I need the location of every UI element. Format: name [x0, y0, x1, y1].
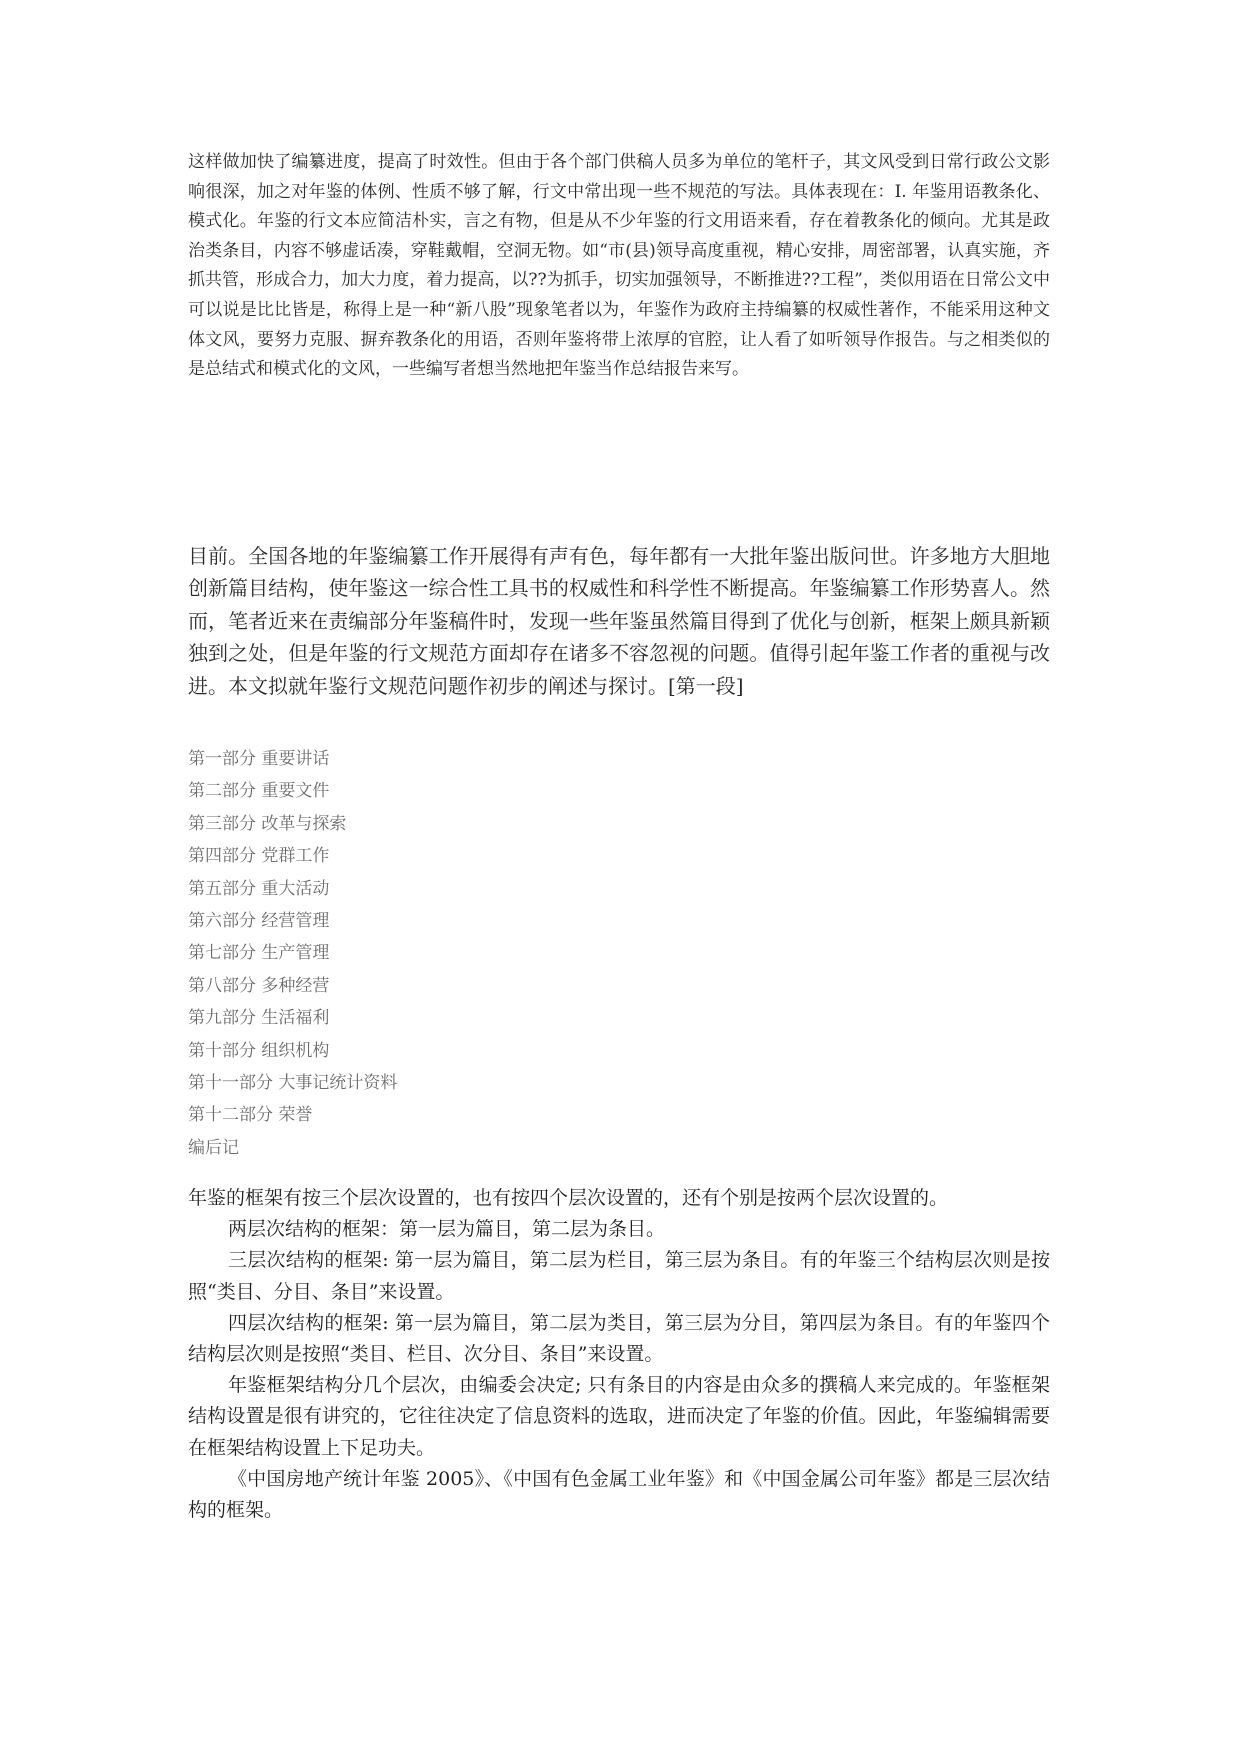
toc-item: 第五部分 重大活动 [188, 878, 330, 899]
framework-section [188, 1183, 1050, 1526]
toc-item: 第九部分 生活福利 [188, 1008, 330, 1029]
table-of-contents [188, 743, 397, 1164]
toc-item: 第八部分 多种经营 [188, 975, 330, 996]
toc-item: 第一部分 重要讲话 [188, 749, 330, 769]
paragraph-introduction: 目前。全国各地的年鉴编纂工作开展得有声有色，每年都有一大批年鉴出版问世。许多地方大胆地创新篇目结构，使年鉴这一综合性工具书的权威性和科学性不断提高。年鉴编纂工作形势喜人。然而，笔者近来在责编部分年鉴稿件时，发现一些年鉴虽然篇目得到了优化与创新，框架上颇具新颖独到之处，但是年鉴的行文规范方面却存在诸多不容忽视的问题。值得引起年鉴工作者的重视与改进。本文拟就年鉴行文规范问题作初步的阐述与探讨。[第一段] [188, 544, 1050, 698]
toc-item: 第七部分 生产管理 [188, 943, 330, 964]
framework-intro: 年鉴的框架有按三个层次设置的，也有按四个层次设置的，还有个别是按两个层次设置的。 [188, 1187, 949, 1209]
framework-examples: 《中国房地产统计年鉴 2005》、《中国有色金属工业年鉴》和《中国金属公司年鉴》都是三层次结构的框架。 [188, 1467, 1050, 1522]
toc-item: 第二部分 重要文件 [188, 781, 330, 802]
two-level-framework: 两层次结构的框架：第一层为篇目，第二层为条目。 [228, 1218, 666, 1241]
toc-item: 第十部分 组织机构 [188, 1040, 330, 1061]
toc-item: 第十一部分 大事记统计资料 [188, 1073, 398, 1094]
three-level-framework: 三层次结构的框架: 第一层为篇目，第二层为栏目，第三层为条目。有的年鉴三个结构层次则是按照“类目、分目、条目”来设置。 [188, 1249, 1050, 1303]
toc-item: 第十二部分 荣誉 [188, 1105, 313, 1126]
toc-item: 第三部分 改革与探索 [188, 813, 347, 834]
toc-item: 编后记 [188, 1137, 239, 1158]
paragraph-writing-issues: 这样做加快了编纂进度，提高了时效性。但由于各个部门供稿人员多为单位的笔杆子，其文风受到日常行政公文影响很深，加之对年鉴的体例、性质不够了解，行文中常出现一些不规范的写法。具体表现在：I. 年鉴用语教条化、模式化。年鉴的行文本应简洁朴实，言之有物，但是从不少年鉴的行文用语来看，存在着教条化的倾向。尤其是政治类条目，内容不够虚话凑，穿鞋戴帽，空洞无物。如“市(县)领导高度重视，精心安排，周密部署，认真实施，齐抓共管，形成合力，加大力度，着力提高，以??为抓手，切实加强领导，不断推进??工程”，类似用语在日常公文中可以说是比比皆是，称得上是一种“新八股”现象笔者以为，年鉴作为政府主持编纂的权威性著作，不能采用这种文体文风，要努力克服、摒弃教条化的用语，否则年鉴将带上浓厚的官腔，让人看了如听领导作报告。与之相类似的是总结式和模式化的文风，一些编写者想当然地把年鉴当作总结报告来写。 [188, 152, 1050, 380]
framework-decision: 年鉴框架结构分几个层次，由编委会决定; 只有条目的内容是由众多的撰稿人来完成的。年鉴框架结构设置是很有讲究的，它往往决定了信息资料的选取，进而决定了年鉴的价值。因此，年鉴编辑需要在框架结构设置上下足功夫。 [188, 1374, 1050, 1459]
four-level-framework: 四层次结构的框架: 第一层为篇目，第二层为类目，第三层为分目，第四层为条目。有的年鉴四个结构层次则是按照“类目、栏目、次分目、条目”来设置。 [188, 1311, 1050, 1366]
toc-item: 第六部分 经营管理 [188, 911, 330, 932]
toc-item: 第四部分 党群工作 [188, 846, 330, 867]
